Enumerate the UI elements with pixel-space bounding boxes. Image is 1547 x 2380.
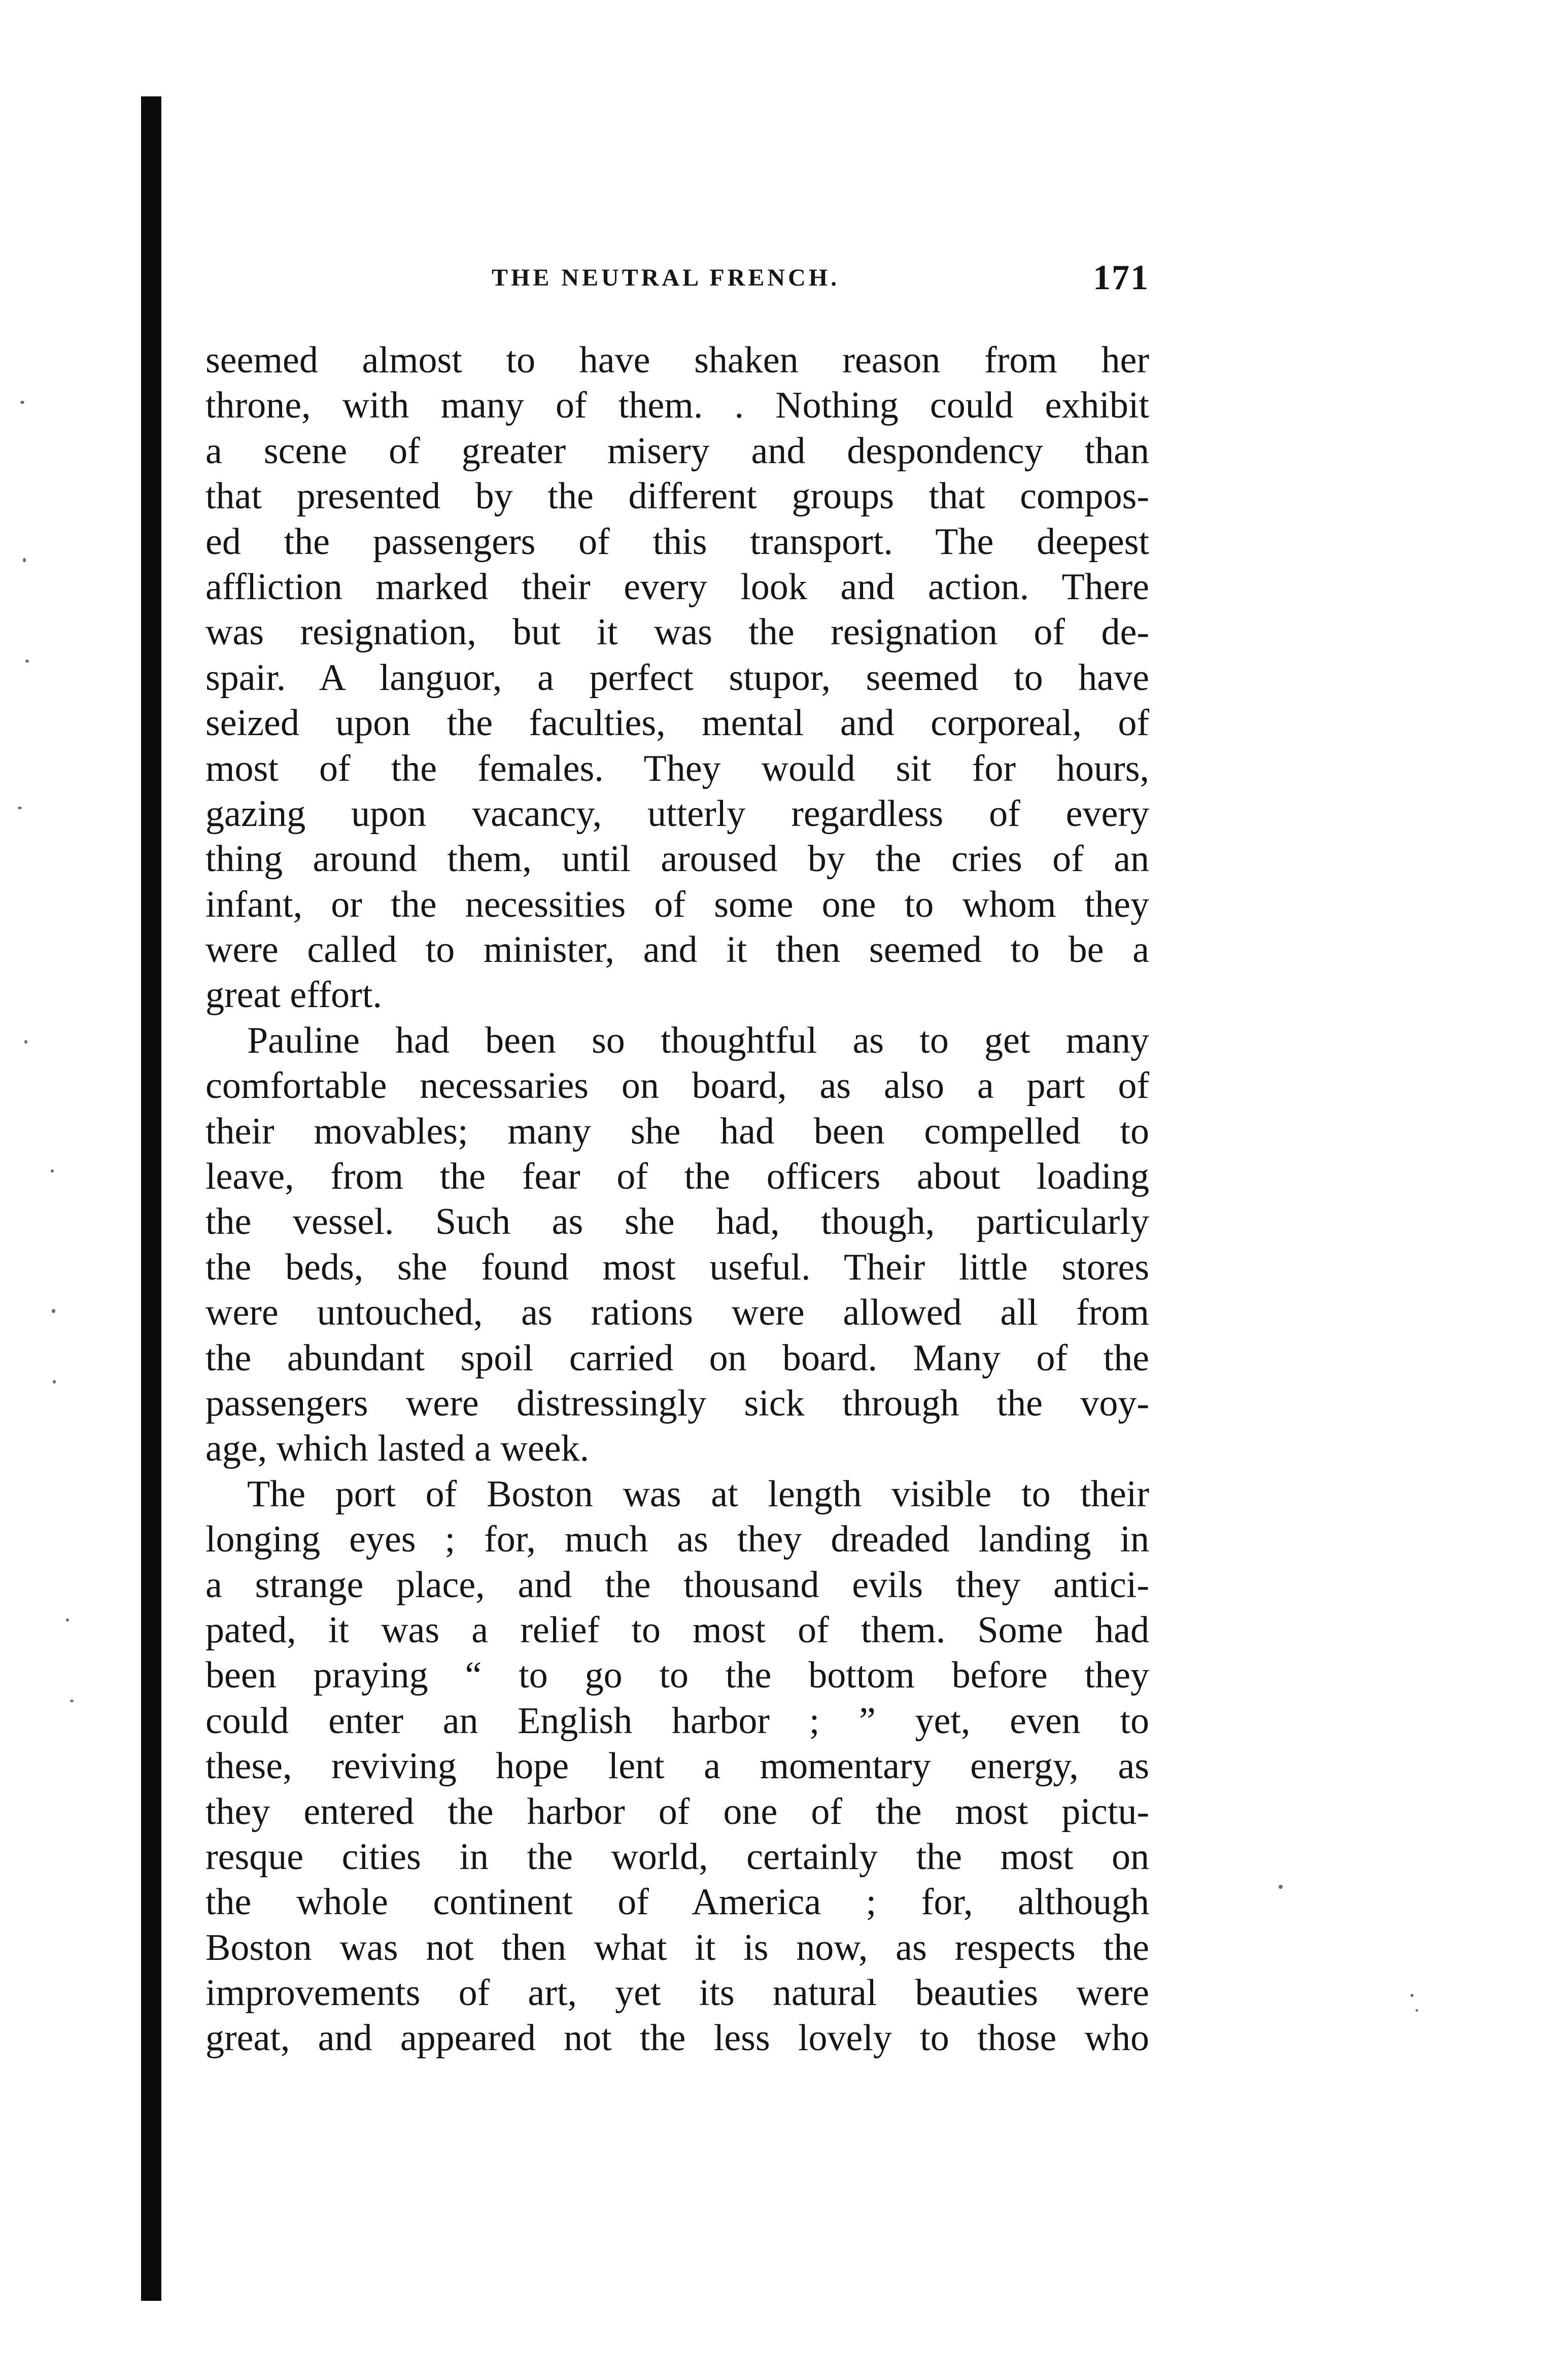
text-line: the beds, she found most useful. Their little stores — [205, 1246, 1149, 1288]
text-line: pated, it was a relief to most of them. Some had — [205, 1609, 1149, 1651]
running-title: THE NEUTRAL FRENCH. — [492, 264, 840, 291]
text-line: were untouched, as rations were allowed all from — [205, 1292, 1149, 1334]
text-line: the vessel. Such as she had, though, particularly — [205, 1201, 1149, 1243]
text-line: infant, or the necessities of some one to whom they — [205, 883, 1149, 925]
scan-speck — [1279, 1885, 1283, 1889]
text-line: thing around them, until aroused by the cries of an — [205, 838, 1149, 880]
text-line: great effort. — [205, 974, 382, 1016]
text-line: were called to minister, and it then seemed to be a — [205, 929, 1149, 971]
text-line: most of the females. They would sit for hours, — [205, 747, 1149, 789]
scan-speck — [51, 1169, 54, 1172]
text-line: Boston was not then what it is now, as respects the — [205, 1926, 1149, 1969]
text-line: comfortable necessaries on board, as also a part of — [205, 1065, 1149, 1107]
scan-speck — [24, 1040, 27, 1044]
text-line: resque cities in the world, certainly the most on — [205, 1836, 1149, 1878]
paragraph — [205, 338, 1149, 1018]
page-number: 171 — [1093, 258, 1149, 297]
text-line: that presented by the different groups that compos- — [205, 475, 1149, 518]
text-line: throne, with many of them. . Nothing could exhibit — [205, 385, 1149, 427]
text-line: a scene of greater misery and despondency than — [205, 430, 1149, 472]
text-line: these, reviving hope lent a momentary energy, as — [205, 1745, 1149, 1787]
running-head — [205, 258, 1149, 303]
text-line: could enter an English harbor ; ” yet, even to — [205, 1700, 1149, 1742]
scan-speck — [52, 1309, 55, 1313]
text-line: The port of Boston was at length visible to their — [247, 1473, 1149, 1515]
text-line: age, which lasted a week. — [205, 1428, 590, 1470]
text-line: the whole continent of America ; for, although — [205, 1881, 1149, 1923]
scan-speck — [23, 558, 26, 562]
scan-speck — [66, 1618, 69, 1622]
text-line: improvements of art, yet its natural beauties were — [205, 1972, 1149, 2014]
text-line: they entered the harbor of one of the most pictu- — [205, 1790, 1149, 1833]
text-line: gazing upon vacancy, utterly regardless of every — [205, 792, 1149, 835]
scan-speck — [53, 1380, 56, 1384]
text-line: ed the passengers of this transport. The deepest — [205, 521, 1149, 563]
paragraph — [205, 1472, 1149, 2061]
text-line: great, and appeared not the less lovely to those who — [205, 2017, 1149, 2059]
scan-speck — [20, 401, 24, 404]
binding-edge — [141, 96, 161, 2301]
text-line: a strange place, and the thousand evils they antici- — [205, 1564, 1149, 1606]
text-line: the abundant spoil carried on board. Many of the — [205, 1337, 1149, 1379]
text-line: seized upon the faculties, mental and corporeal, of — [205, 702, 1149, 744]
text-line: was resignation, but it was the resignation of de- — [205, 611, 1149, 653]
text-line: been praying “ to go to the bottom before they — [205, 1654, 1149, 1697]
body-text — [205, 338, 1149, 2061]
scan-speck — [1411, 1994, 1414, 1997]
text-line: leave, from the fear of the officers about loading — [205, 1156, 1149, 1198]
text-line: their movables; many she had been compelled to — [205, 1110, 1149, 1152]
text-line: spair. A languor, a perfect stupor, seemed to have — [205, 657, 1149, 699]
scan-speck — [25, 660, 29, 663]
scan-speck — [70, 1700, 74, 1702]
text-line: seemed almost to have shaken reason from her — [205, 339, 1149, 381]
text-line: affliction marked their every look and action. There — [205, 566, 1149, 608]
text-line: Pauline had been so thoughtful as to get many — [247, 1019, 1149, 1061]
text-line: longing eyes ; for, much as they dreaded landing in — [205, 1519, 1149, 1561]
scan-speck — [18, 807, 22, 809]
paragraph — [205, 1018, 1149, 1472]
text-line: passengers were distressingly sick through the voy- — [205, 1382, 1149, 1424]
scan-speck — [1416, 2009, 1418, 2012]
